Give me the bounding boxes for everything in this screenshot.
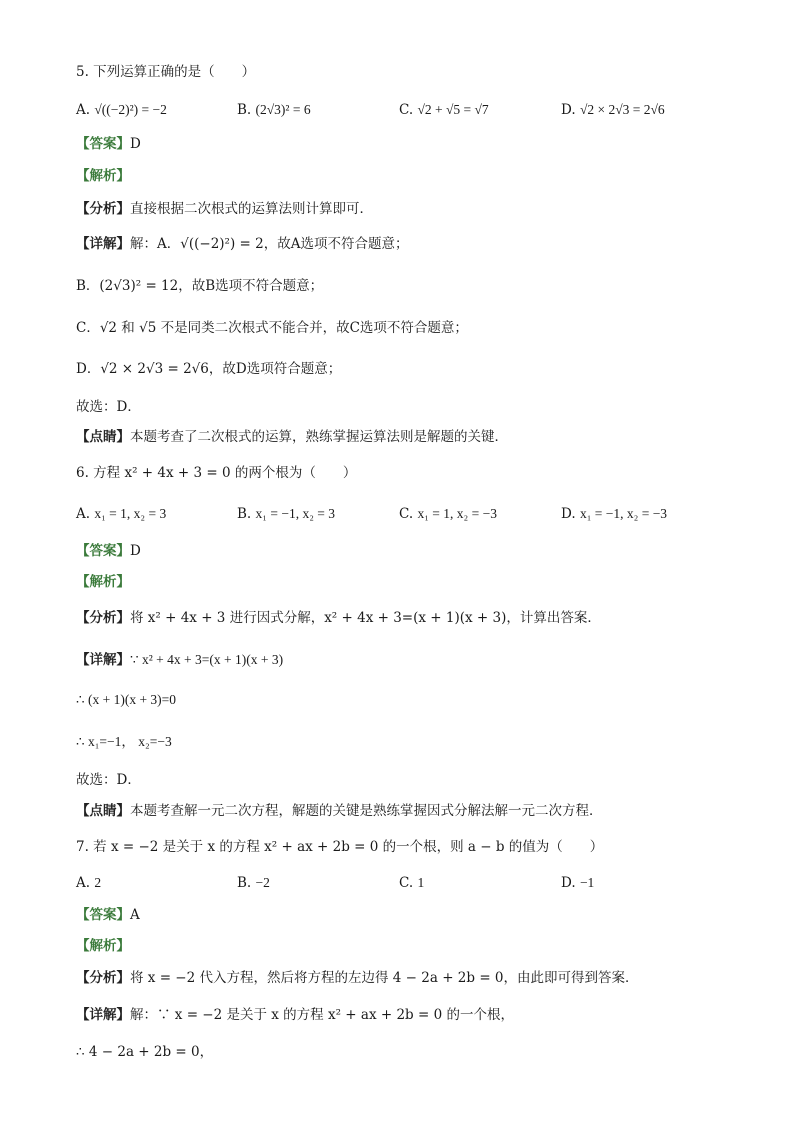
- option-expr: (2√3)² = 6: [255, 102, 311, 117]
- q6-fenxi: [76, 608, 601, 628]
- analysis-tag: 【解析】: [76, 574, 130, 590]
- analysis-tag: 【解析】: [76, 938, 130, 954]
- q5-xiangjie-line-1: [76, 234, 408, 254]
- option-label: B.: [237, 875, 252, 891]
- option-label: D.: [561, 875, 576, 891]
- q7-analysis-heading: [76, 936, 130, 956]
- option-expr: x₁ = 1, x₂ = 3: [94, 506, 167, 521]
- xiangjie-text: 解：∵ x = −2 是关于 x 的方程 x² + ax + 2b = 0 的一个根，: [130, 1007, 514, 1023]
- xiangjie-text: 解：A．√((−2)²) = 2，故A选项不符合题意；: [130, 236, 409, 252]
- fenxi-text: 将 x = −2 代入方程，然后将方程的左边得 4 − 2a + 2b = 0，由此即可得到答案．: [130, 970, 639, 986]
- fenxi-text: 将 x² + 4x + 3 进行因式分解，x² + 4x + 3=(x + 1)(x + 3)，计算出答案．: [130, 610, 601, 626]
- q7-option-c[interactable]: [399, 873, 424, 893]
- option-label: C.: [399, 506, 414, 522]
- q6-stem: 6. 方程 x² + 4x + 3 = 0 的两个根为（ ）: [76, 465, 357, 481]
- analysis-tag: 【解析】: [76, 168, 130, 184]
- q7-xiangjie-line-1: [76, 1005, 514, 1025]
- option-expr: −1: [579, 875, 595, 890]
- dianjing-tag: 【点睛】: [76, 803, 130, 819]
- q6-option-d[interactable]: [561, 504, 667, 524]
- q5-option-c[interactable]: [399, 100, 489, 120]
- option-expr: 2: [94, 875, 102, 890]
- q7-option-a[interactable]: [76, 873, 101, 893]
- q6-xiangjie-line-1: [76, 650, 283, 670]
- option-expr: √2 × 2√3 = 2√6: [579, 102, 665, 117]
- q5-stem: 5. 下列运算正确的是（ ）: [76, 64, 256, 80]
- q5-answer: [76, 134, 141, 154]
- option-label: D.: [561, 506, 576, 522]
- dianjing-text: 本题考查了二次根式的运算，熟练掌握运算法则是解题的关键．: [130, 429, 508, 445]
- option-expr: √2 + √5 = √7: [417, 102, 489, 117]
- xiangjie-tag: 【详解】: [76, 1007, 130, 1023]
- option-label: B.: [237, 102, 252, 118]
- answer-value: D: [130, 543, 141, 559]
- xiangjie-text: ∵ x² + 4x + 3=(x + 1)(x + 3): [130, 652, 284, 667]
- q5-analysis-heading: [76, 166, 130, 186]
- q6-choose: 故选：D．: [76, 772, 141, 788]
- q5-option-d[interactable]: [561, 100, 665, 120]
- q7-fenxi: [76, 968, 639, 988]
- q6-xiangjie-line-2: ∴ (x + 1)(x + 3)=0: [76, 692, 177, 707]
- option-expr: 1: [417, 875, 425, 890]
- answer-value: D: [130, 136, 141, 152]
- option-label: C.: [399, 875, 414, 891]
- q5-option-b[interactable]: [237, 100, 311, 120]
- option-label: A.: [76, 506, 91, 522]
- option-expr: −2: [255, 875, 270, 890]
- q7-option-d[interactable]: [561, 873, 594, 893]
- dianjing-text: 本题考查解一元二次方程，解题的关键是熟练掌握因式分解法解一元二次方程．: [130, 803, 603, 819]
- fenxi-tag: 【分析】: [76, 970, 130, 986]
- option-label: C.: [399, 102, 414, 118]
- fenxi-tag: 【分析】: [76, 201, 130, 217]
- q6-analysis-heading: [76, 572, 130, 592]
- answer-value: A: [130, 907, 140, 923]
- dianjing-tag: 【点睛】: [76, 429, 130, 445]
- answer-tag: 【答案】: [76, 907, 130, 923]
- q7-option-b[interactable]: [237, 873, 270, 893]
- option-label: D.: [561, 102, 576, 118]
- q5-xiangjie-line-3: C．√2 和 √5 不是同类二次根式不能合并，故C选项不符合题意；: [76, 320, 468, 336]
- q7-answer: [76, 905, 140, 925]
- answer-tag: 【答案】: [76, 543, 130, 559]
- q6-dianjing: [76, 801, 603, 821]
- q7-stem: 7. 若 x = −2 是关于 x 的方程 x² + ax + 2b = 0 的一个根，则 a − b 的值为（ ）: [76, 839, 604, 855]
- q5-option-a[interactable]: [76, 100, 167, 120]
- option-label: B.: [237, 506, 252, 522]
- option-label: A.: [76, 875, 91, 891]
- fenxi-text: 直接根据二次根式的运算法则计算即可．: [130, 201, 373, 217]
- answer-tag: 【答案】: [76, 136, 130, 152]
- q7-xiangjie-line-2: ∴ 4 − 2a + 2b = 0，: [76, 1044, 214, 1060]
- q6-xiangjie-line-3: ∴ x₁=−1， x₂=−3: [76, 734, 172, 749]
- option-expr: x₁ = −1, x₂ = −3: [579, 506, 668, 521]
- q5-xiangjie-line-4: D．√2 × 2√3 = 2√6，故D选项符合题意；: [76, 361, 342, 377]
- q5-choose: 故选：D．: [76, 399, 141, 415]
- q5-fenxi: [76, 199, 373, 219]
- xiangjie-tag: 【详解】: [76, 236, 130, 252]
- q6-option-a[interactable]: [76, 504, 166, 524]
- option-expr: x₁ = 1, x₂ = −3: [417, 506, 497, 521]
- q6-option-b[interactable]: [237, 504, 335, 524]
- option-label: A.: [76, 102, 91, 118]
- q5-dianjing: [76, 427, 508, 447]
- option-expr: x₁ = −1, x₂ = 3: [255, 506, 336, 521]
- q6-answer: [76, 541, 141, 561]
- fenxi-tag: 【分析】: [76, 610, 130, 626]
- xiangjie-tag: 【详解】: [76, 652, 130, 668]
- q6-option-c[interactable]: [399, 504, 497, 524]
- option-expr: √((−2)²) = −2: [94, 102, 167, 117]
- q5-xiangjie-line-2: B．(2√3)² = 12，故B选项不符合题意；: [76, 278, 324, 294]
